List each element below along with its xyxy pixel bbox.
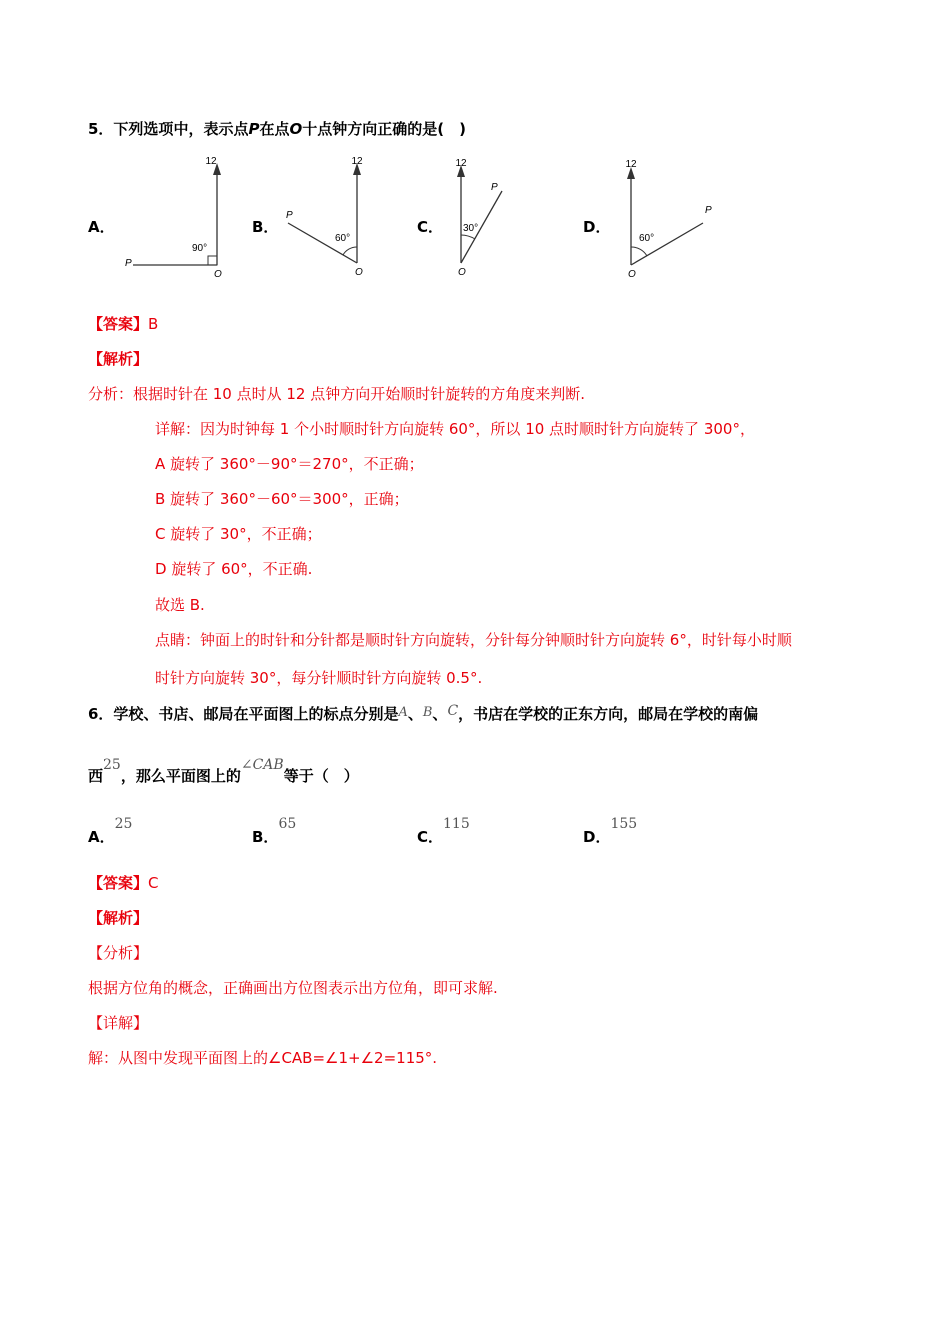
q5-d-p: P [705,205,712,216]
q6-option-b: B．65 [252,816,297,846]
q5-option-a-figure [115,155,230,280]
q6-xiangjie-tag: 【详解】 [88,1014,149,1032]
q6-stem-line1: 6．学校、书店、邮局在平面图上的标点分别是A、B、C，书店在学校的正东方向，邮局在学校的南偏 [88,703,759,723]
q5-b-p: P [286,210,293,221]
q6-option-d: D．155 [583,816,638,846]
q6-fenxi: 根据方位角的概念，正确画出方位图表示出方位角，即可求解. [88,979,498,997]
q5-line-fenxi: 分析：根据时针在 10 点时从 12 点钟方向开始顺时针旋转的方角度来判断. [88,385,586,403]
q5-option-b-label: B． [252,218,279,236]
q5-a-o: O [214,269,222,280]
q5-c-o: O [458,267,466,278]
q6-option-c: C．115 [417,816,470,846]
q5-d-o: O [628,269,636,280]
q5-b-o: O [355,267,363,278]
q5-option-d-label: D． [583,218,611,236]
q5-option-b-figure [280,155,380,280]
q5-line-guxuan: 故选 B. [155,596,205,614]
q5-d-angle: 60° [639,233,655,244]
q6-analysis-tag: 【解析】 [88,909,149,927]
q5-option-d-figure [615,155,725,280]
q5-line-d: D 旋转了 60°，不正确. [155,560,313,578]
q6-answer: 【答案】C [88,874,159,892]
q5-line-b: B 旋转了 360°－60°＝300°，正确； [155,490,409,508]
q5-line-xiangjie: 详解：因为时钟每 1 个小时顺时针方向旋转 60°，所以 10 点时顺时针方向旋转了 300°， [155,420,755,438]
q5-line-dianjing: 点睛：钟面上的时针和分针都是顺时针方向旋转，分针每分钟顺时针方向旋转 6°，时针每小时顺 [155,631,792,649]
q5-stem: 5．下列选项中，表示点P在点O十点钟方向正确的是( ) [88,120,466,138]
q5-analysis-tag: 【解析】 [88,350,149,368]
q5-d-12: 12 [625,159,637,170]
q5-b-12: 12 [351,156,363,167]
q5-a-angle: 90° [192,243,208,254]
q5-line-a: A 旋转了 360°－90°＝270°，不正确； [155,455,424,473]
q6-xiangjie: 解：从图中发现平面图上的∠CAB=∠1+∠2=115°. [88,1049,438,1067]
q5-option-c-figure [445,155,515,280]
q5-option-a-label: A． [88,218,115,236]
q5-line-dianjing-2: 时针方向旋转 30°，每分针顺时针方向旋转 0.5°. [155,669,483,687]
q5-c-12: 12 [455,158,467,169]
q6-fenxi-tag: 【分析】 [88,944,149,962]
q6-option-a: A．25 [88,816,133,846]
q6-stem-line2: 西25，那么平面图上的∠CAB等于（ ） [88,757,359,785]
q5-a-p: P [125,258,132,269]
q5-c-p: P [491,182,498,193]
q5-b-angle: 60° [335,233,351,244]
q5-line-c: C 旋转了 30°，不正确； [155,525,322,543]
q5-answer: 【答案】B [88,315,159,333]
q5-c-angle: 30° [463,223,479,234]
q5-option-c-label: C． [417,218,444,236]
q5-a-12: 12 [205,156,217,167]
